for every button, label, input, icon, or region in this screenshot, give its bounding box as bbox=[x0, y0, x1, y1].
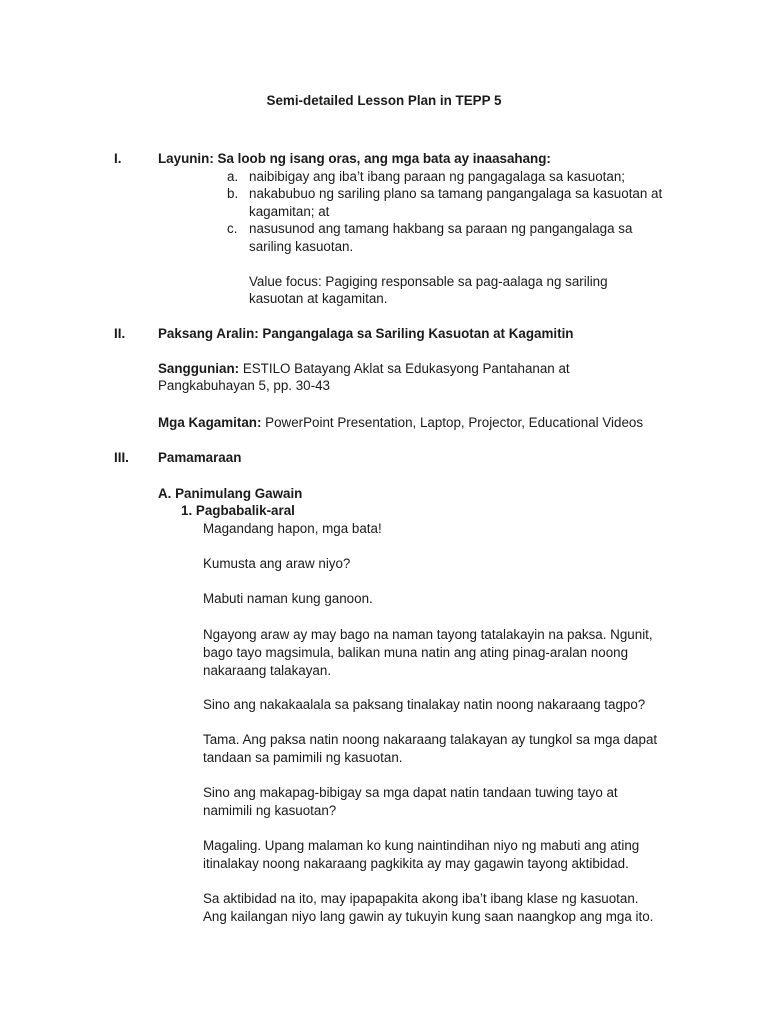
dialogue-paragraph bbox=[203, 731, 657, 767]
document-title: Semi-detailed Lesson Plan in TEPP 5 bbox=[266, 93, 502, 108]
sub-heading-panimulang-gawain: A. Panimulang Gawain bbox=[158, 486, 303, 501]
sanggunian-text: ESTILO Batayang Aklat sa Edukasyong Pantahanan at bbox=[239, 361, 570, 376]
kagamitan-line bbox=[158, 414, 643, 432]
section-heading-layunin: Layunin: Sa loob ng isang oras, ang mga bata ay inaasahang: bbox=[158, 151, 551, 166]
objective-marker: a. bbox=[227, 169, 239, 184]
value-focus-line: Value focus: Pagiging responsable sa pag-aalaga ng sariling bbox=[249, 274, 608, 289]
dialogue-paragraph bbox=[203, 784, 618, 820]
section-numeral-ii: II. bbox=[114, 326, 126, 341]
objective-line: nakabubuo ng sariling plano sa tamang pangangalaga sa kasuotan at bbox=[249, 186, 663, 201]
objective-marker: b. bbox=[227, 186, 239, 201]
sanggunian-text-continued: Pangkabuhayan 5, pp. 30-43 bbox=[158, 378, 330, 393]
paragraph-line: Tama. Ang paksa natin noong nakaraang talakayan ay tungkol sa mga dapat bbox=[203, 732, 658, 747]
objective-line: naibibigay ang iba’t ibang paraan ng pangagalaga sa kasuotan; bbox=[249, 169, 625, 184]
dialogue-paragraph bbox=[203, 520, 382, 538]
paragraph-line: namimili ng kasuotan? bbox=[203, 803, 337, 818]
paragraph-line: itinalakay noong nakaraang pagkikita ay may gagawin tayong aktibidad. bbox=[203, 856, 629, 871]
kagamitan-text: PowerPoint Presentation, Laptop, Projector, Educational Videos bbox=[261, 415, 644, 430]
value-focus-line: kasuotan at kagamitan. bbox=[249, 291, 388, 306]
dialogue-paragraph bbox=[203, 626, 653, 680]
section-heading-paksang-aralin: Paksang Aralin: Pangangalaga sa Sariling Kasuotan at Kagamitin bbox=[158, 326, 574, 341]
dialogue-paragraph bbox=[203, 555, 350, 573]
dialogue-paragraph bbox=[203, 590, 373, 608]
paragraph-line: nakaraang talakayan. bbox=[203, 663, 332, 678]
objective-marker: c. bbox=[227, 221, 238, 236]
paragraph-line: Sino ang makapag-bibigay sa mga dapat natin tandaan tuwing tayo at bbox=[203, 785, 618, 800]
paragraph-line: Magandang hapon, mga bata! bbox=[203, 521, 382, 536]
objective-line: kagamitan; at bbox=[249, 204, 330, 219]
paragraph-line: bago tayo magsimula, balikan muna natin ang ating pinag-aralan noong bbox=[203, 645, 629, 660]
dialogue-paragraph bbox=[203, 837, 639, 873]
sanggunian-label: Sanggunian: bbox=[158, 361, 240, 376]
paragraph-line: Ngayong araw ay may bago na naman tayong tatalakayin na paksa. Ngunit, bbox=[203, 627, 653, 642]
dialogue-paragraph bbox=[203, 890, 653, 926]
paragraph-line: Mabuti naman kung ganoon. bbox=[203, 591, 373, 606]
paragraph-line: Kumusta ang araw niyo? bbox=[203, 556, 351, 571]
paragraph-line: Magaling. Upang malaman ko kung naintindihan niyo ng mabuti ang ating bbox=[203, 838, 640, 853]
item-heading-pagbabalik-aral: 1. Pagbabalik-aral bbox=[181, 503, 295, 518]
section-numeral-i: I. bbox=[114, 151, 122, 166]
sanggunian-line bbox=[158, 360, 570, 378]
objective-line: sariling kasuotan. bbox=[249, 239, 354, 254]
objective-line: nasusunod ang tamang hakbang sa paraan ng pangangalaga sa bbox=[249, 221, 633, 236]
paragraph-line: tandaan sa pamimili ng kasuotan. bbox=[203, 750, 403, 765]
kagamitan-label: Mga Kagamitan: bbox=[158, 415, 262, 430]
paragraph-line: Ang kailangan niyo lang gawin ay tukuyin kung saan naangkop ang mga ito. bbox=[203, 909, 654, 924]
paragraph-line: Sino ang nakakaalala sa paksang tinalakay natin noong nakaraang tagpo? bbox=[203, 697, 646, 712]
section-heading-pamamaraan: Pamamaraan bbox=[158, 450, 242, 465]
dialogue-paragraph bbox=[203, 696, 645, 714]
section-numeral-iii: III. bbox=[114, 450, 129, 465]
paragraph-line: Sa aktibidad na ito, may ipapapakita akong iba’t ibang klase ng kasuotan. bbox=[203, 891, 639, 906]
